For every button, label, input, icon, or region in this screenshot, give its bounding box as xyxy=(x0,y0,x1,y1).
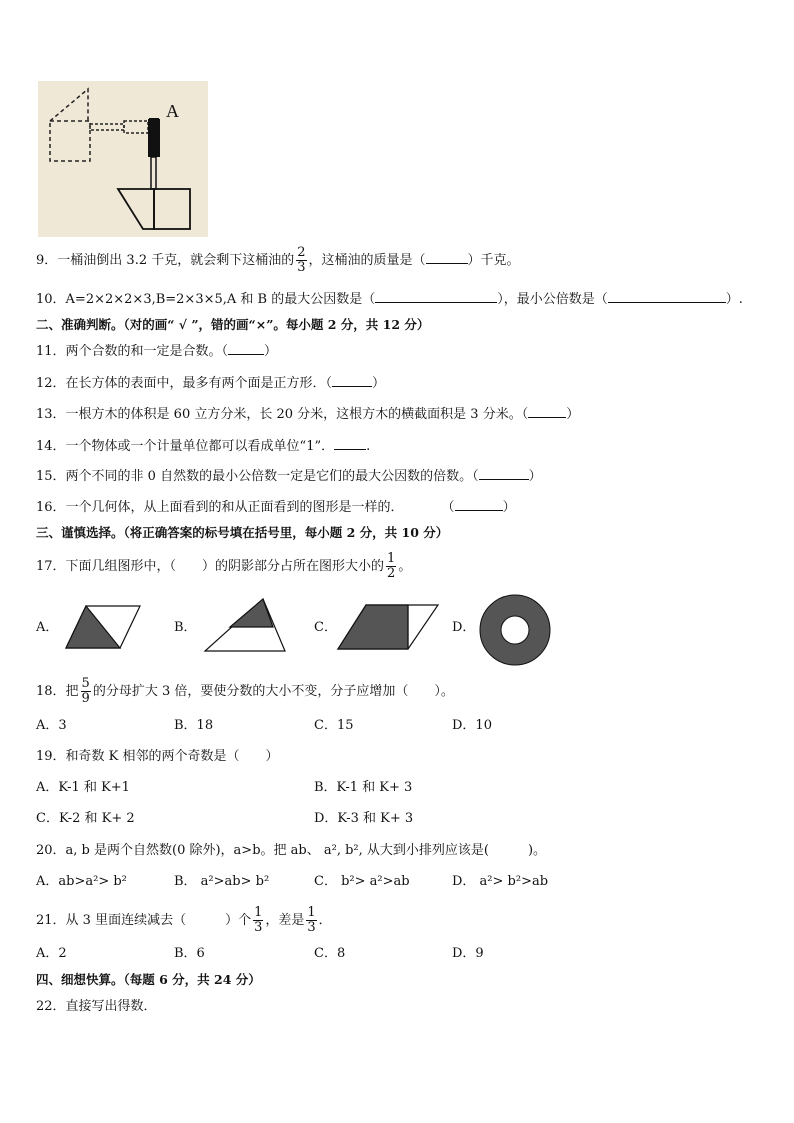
option-19-a[interactable]: A．K-1 和 K+1 xyxy=(36,780,130,795)
shape-ring-d-icon xyxy=(478,593,552,667)
option-17-a[interactable]: A． xyxy=(36,620,59,635)
question-22: 22．直接写出得数． xyxy=(36,999,157,1014)
option-19-c[interactable]: C．K-2 和 K+ 2 xyxy=(36,811,135,826)
question-21: 21．从 3 里面连续减去（ ）个 $\frac{1}{3}$ ，差是 $\frac{1}{3}$ ． xyxy=(36,905,332,935)
fraction-5-9: $\frac{5}{9}$ xyxy=(81,676,90,706)
option-17-c[interactable]: C． xyxy=(314,620,337,635)
answer-blank-12[interactable] xyxy=(332,374,372,387)
answer-blank-13[interactable] xyxy=(528,405,566,418)
question-13: 13．一根方木的体积是 60 立方分米，长 20 分米，这根方木的横截面积是 3 分米。（ ） xyxy=(36,407,580,422)
fraction-1-3-b: $\frac{1}{3}$ xyxy=(307,905,316,935)
option-19-d[interactable]: D．K-3 和 K+ 3 xyxy=(314,811,414,826)
question-19: 19．和奇数 K 相邻的两个奇数是（ ） xyxy=(36,749,279,764)
option-18-d[interactable]: D．10 xyxy=(452,718,492,733)
option-18-b[interactable]: B．18 xyxy=(174,718,214,733)
fraction-1-3-a: $\frac{1}{3}$ xyxy=(254,905,263,935)
figure-label-a: A xyxy=(166,101,179,121)
option-20-d[interactable]: D． a²> b²>ab xyxy=(452,874,549,889)
option-21-a[interactable]: A．2 xyxy=(36,946,67,961)
option-17-b[interactable]: B． xyxy=(174,620,197,635)
section-2-heading: 二、准确判断。（对的画“ √ ”，错的画“×”。每小题 2 分，共 12 分） xyxy=(36,317,430,332)
option-17-d[interactable]: D． xyxy=(452,620,476,635)
section-3-heading: 三、谨慎选择。（将正确答案的标号填在括号里，每小题 2 分，共 10 分） xyxy=(36,525,449,540)
shape-triangle-b-icon xyxy=(203,597,287,653)
question-10: 10．A=2×2×2×3,B=2×3×5,A 和 B 的最大公因数是（ ），最小公倍数是（ ）. xyxy=(36,292,743,307)
option-20-b[interactable]: B． a²>ab> b² xyxy=(174,874,270,889)
question-17: 17．下面几组图形中，（ ）的阴影部分占所在图形大小的 $\frac{1}{2}$ 。 xyxy=(36,551,412,581)
fraction-2-3: $\frac{2}{3}$ xyxy=(297,245,306,275)
question-18: 18．把 $\frac{5}{9}$ 的分母扩大 3 倍，要使分数的大小不变，分子应增加（ ）。 xyxy=(36,676,454,706)
question-11: 11．两个合数的和一定是合数。（ ） xyxy=(36,344,278,359)
question-15: 15．两个不同的非 0 自然数的最小公倍数一定是它们的最大公因数的倍数。（ ） xyxy=(36,469,542,484)
option-20-a[interactable]: A．ab>a²> b² xyxy=(36,874,127,889)
shape-parallelogram-a-icon xyxy=(64,604,142,650)
shape-parallelogram-c-icon xyxy=(336,603,440,651)
answer-blank-15[interactable] xyxy=(479,467,529,480)
fraction-1-2: $\frac{1}{2}$ xyxy=(387,551,396,581)
answer-blank-9[interactable] xyxy=(426,251,468,264)
question-20: 20．a, b 是两个自然数(0 除外)，a>b。把 ab、 a², b², 从大到小排列应该是( )。 xyxy=(36,843,547,858)
rotation-figure-svg xyxy=(38,81,208,237)
option-18-c[interactable]: C．15 xyxy=(314,718,354,733)
option-21-c[interactable]: C．8 xyxy=(314,946,346,961)
answer-blank-11[interactable] xyxy=(228,342,264,355)
option-21-d[interactable]: D．9 xyxy=(452,946,484,961)
answer-blank-16[interactable] xyxy=(455,498,503,511)
answer-blank-10b[interactable] xyxy=(608,290,726,303)
question-9: 9．一桶油倒出 3.2 千克，就会剩下这桶油的 $\frac{2}{3}$ ，这桶油的质量是（ ）千克。 xyxy=(36,245,520,275)
option-21-b[interactable]: B．6 xyxy=(174,946,205,961)
question-16: 16．一个几何体，从上面看到的和从正面看到的图形是一样的． （ ） xyxy=(36,500,516,515)
figure-rotation-diagram xyxy=(38,81,208,237)
option-19-b[interactable]: B．K-1 和 K+ 3 xyxy=(314,780,413,795)
option-20-c[interactable]: C． b²> a²>ab xyxy=(314,874,410,889)
question-12: 12．在长方体的表面中，最多有两个面是正方形．（ ） xyxy=(36,376,386,391)
option-18-a[interactable]: A．3 xyxy=(36,718,67,733)
answer-blank-10a[interactable] xyxy=(375,290,497,303)
answer-blank-14[interactable] xyxy=(334,437,366,450)
question-14: 14．一个物体或一个计量单位都可以看成单位“1”． . xyxy=(36,439,371,454)
section-4-heading: 四、细想快算。（每题 6 分，共 24 分） xyxy=(36,972,261,987)
